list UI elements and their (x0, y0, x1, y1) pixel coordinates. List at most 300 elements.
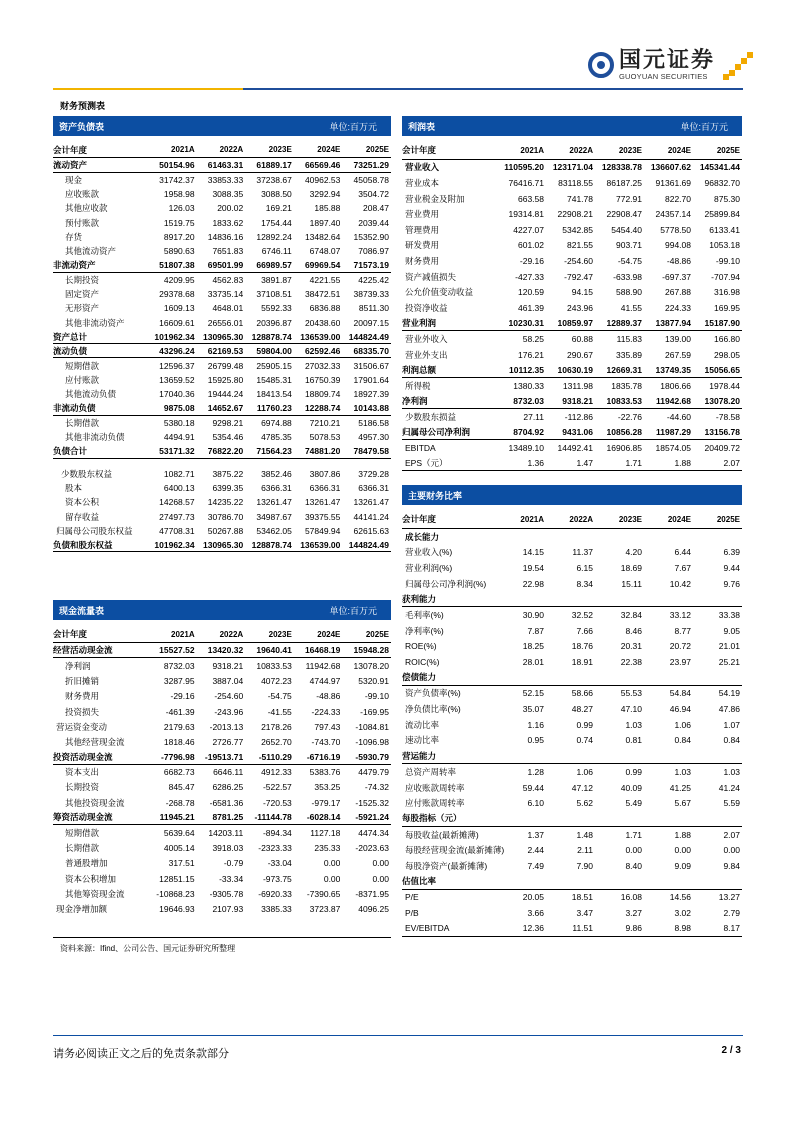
cell-value: 59.44 (522, 782, 544, 793)
row-label: 净利润 (65, 660, 91, 671)
row-label: 财务费用 (405, 255, 440, 266)
cell-value: 10143.88 (353, 402, 389, 413)
cell-value: -697.37 (662, 271, 691, 282)
column-header-label: 会计年度 (402, 514, 437, 525)
row-label: 投资活动现金流 (53, 751, 113, 762)
cell-value: 1519.75 (163, 217, 195, 228)
cell-value: 18.25 (522, 641, 544, 652)
cell-value: 20.31 (620, 641, 642, 652)
cell-value: 50267.88 (207, 525, 244, 536)
cell-value: 136539.00 (300, 539, 341, 550)
table-row (53, 509, 391, 523)
cell-value: 0.95 (527, 735, 544, 746)
balance-sheet-table (53, 116, 391, 552)
table-row (53, 643, 391, 658)
table-row (53, 430, 391, 444)
cell-value: 9431.06 (562, 426, 593, 437)
cell-value: -7796.98 (161, 751, 195, 762)
cell-value: 18413.54 (256, 389, 292, 400)
cell-value: 10112.35 (509, 364, 544, 375)
cell-value: 19444.24 (207, 389, 244, 400)
footer-divider (53, 1035, 743, 1036)
table-row (402, 576, 742, 592)
cell-value: 3807.86 (309, 468, 341, 479)
table-row (402, 591, 742, 607)
cell-value: 2107.93 (212, 903, 244, 914)
cell-value: 6366.31 (309, 482, 341, 493)
cell-value: 166.80 (714, 333, 740, 344)
column-header-year: 2024E (317, 629, 341, 639)
cell-value: 10.42 (669, 578, 691, 589)
table-row (53, 524, 391, 538)
cell-value: 4957.30 (358, 432, 389, 443)
table-row (402, 206, 742, 222)
row-label: 筹资活动现金流 (53, 812, 113, 823)
cell-value: 1127.18 (310, 828, 341, 839)
cell-value: 1.07 (723, 719, 740, 730)
cell-value: 9.05 (723, 625, 740, 636)
table-row (402, 394, 742, 410)
row-label: 获利能力 (402, 593, 437, 604)
table-title: 资产负债表 (59, 121, 105, 132)
column-header-year: 2024E (317, 145, 341, 155)
row-label: 其他非流动负债 (65, 432, 125, 443)
cell-value: 23.97 (669, 657, 691, 668)
cell-value: 16906.85 (606, 443, 642, 454)
cell-value: 26799.48 (207, 360, 244, 371)
table-row (402, 253, 742, 269)
cell-value: 41.24 (718, 782, 740, 793)
row-label: 短期借款 (65, 360, 100, 371)
cell-value: 30786.70 (207, 511, 244, 522)
table-row (53, 401, 391, 415)
cell-value: 7086.97 (358, 246, 389, 257)
cell-value: 8.34 (576, 578, 593, 589)
table-title: 主要财务比率 (408, 490, 463, 501)
table-row (53, 689, 391, 704)
cell-value: 25.21 (718, 657, 740, 668)
cell-value: 5639.64 (163, 828, 195, 839)
cell-value: 1082.71 (163, 468, 195, 479)
cell-value: 7651.83 (212, 246, 244, 257)
cell-value: 290.67 (567, 349, 593, 360)
cell-value: -2023.63 (355, 843, 389, 854)
cell-value: 5.49 (625, 798, 642, 809)
cell-value: 0.00 (723, 845, 740, 856)
logo-mark-icon (588, 52, 614, 78)
table-row (53, 316, 391, 330)
cell-value: 6646.11 (213, 767, 244, 778)
cell-value: -48.86 (666, 255, 691, 266)
table-row (53, 886, 391, 901)
cell-value: 71564.23 (256, 445, 292, 456)
cell-value: -29.16 (170, 691, 195, 702)
cell-value: 120.59 (518, 287, 544, 298)
table-row (402, 639, 742, 655)
cell-value: 9.86 (625, 923, 642, 934)
cell-value: 13489.10 (508, 443, 544, 454)
cell-value: 169.21 (265, 203, 292, 214)
table-row (53, 825, 391, 840)
cell-value: 6400.13 (163, 482, 195, 493)
cell-value: 1.03 (625, 719, 642, 730)
cell-value: -22.76 (617, 411, 642, 422)
row-label: 投资损失 (65, 706, 100, 717)
cell-value: 9.84 (723, 860, 740, 871)
cell-value: 3.66 (527, 908, 544, 919)
row-label: 营运资金变动 (56, 721, 108, 732)
cell-value: 316.98 (714, 287, 740, 298)
row-label: 资产总计 (53, 331, 88, 342)
cell-value: 6.39 (723, 547, 740, 558)
cell-value: 18.91 (571, 657, 593, 668)
cell-value: 69969.54 (304, 260, 341, 271)
cell-value: 28.01 (522, 657, 544, 668)
cell-value: 9318.21 (562, 395, 593, 406)
cell-value: 1311.98 (562, 380, 593, 391)
cell-value: 10833.53 (256, 660, 292, 671)
cell-value: 3504.72 (358, 189, 389, 200)
table-row (53, 444, 391, 458)
cell-value: -243.96 (214, 706, 244, 717)
cell-value: 2652.70 (261, 736, 292, 747)
cell-value: 185.88 (314, 203, 341, 214)
cell-value: 6836.88 (309, 303, 341, 314)
cell-value: 5383.76 (309, 767, 341, 778)
row-label: 营业费用 (405, 209, 440, 220)
row-label: 利润总额 (402, 364, 437, 375)
table-row (402, 269, 742, 285)
row-label: 净利润 (402, 395, 428, 406)
cell-value: 8781.25 (212, 812, 244, 823)
table-row (53, 841, 391, 856)
cell-value: 10833.53 (606, 395, 642, 406)
cell-value: 130965.30 (203, 331, 244, 342)
row-label: 归属母公司股东权益 (56, 525, 133, 536)
row-label: 应收账款 (65, 189, 100, 200)
cell-value: -169.95 (360, 706, 389, 717)
row-label: 归属母公司净利润(%) (405, 578, 487, 589)
cell-value: 54.19 (718, 688, 740, 699)
cell-value: 76822.20 (207, 445, 244, 456)
cell-value: 91361.69 (655, 177, 691, 188)
table-row (402, 921, 742, 937)
row-label: ROIC(%) (405, 657, 440, 668)
column-header-year: 2025E (365, 629, 389, 639)
cell-value: 1.16 (527, 719, 544, 730)
cell-value: 176.21 (518, 349, 544, 360)
cell-value: 5186.58 (358, 417, 389, 428)
cell-value: 44141.24 (353, 511, 389, 522)
cell-value: 86187.25 (606, 177, 642, 188)
cell-value: 8511.30 (358, 303, 389, 314)
cell-value: 12.36 (522, 923, 544, 934)
cell-value: 83118.55 (558, 177, 593, 188)
row-label: 营业收入 (405, 162, 440, 173)
cell-value: 5.67 (674, 798, 691, 809)
cell-value: 5454.40 (611, 224, 642, 235)
cell-value: -99.10 (364, 691, 389, 702)
cell-value: 58.25 (522, 333, 544, 344)
cell-value: 0.84 (674, 735, 691, 746)
cell-value: 62592.46 (304, 345, 341, 356)
row-label: 净利率(%) (405, 625, 444, 636)
cell-value: 875.30 (714, 193, 740, 204)
table-row (402, 222, 742, 238)
row-label: 公允价值变动收益 (405, 287, 474, 298)
cell-value: 27497.73 (159, 511, 195, 522)
row-label: 固定资产 (65, 289, 100, 300)
cell-value: 4648.01 (212, 303, 244, 314)
cell-value: 1897.40 (309, 217, 341, 228)
column-header-year: 2021A (520, 145, 544, 155)
table-row (402, 607, 742, 623)
cell-value: 7.49 (527, 860, 544, 871)
cell-value: 4072.23 (261, 676, 292, 687)
table-row (53, 481, 391, 495)
table-row (53, 387, 391, 401)
row-label: 速动比率 (405, 735, 440, 746)
cell-value: 78479.58 (353, 445, 389, 456)
column-header-year: 2022A (219, 145, 244, 155)
logo-name-cn: 国元证券 (619, 47, 716, 72)
cell-value: 1806.66 (660, 380, 691, 391)
cell-value: 66989.57 (256, 260, 292, 271)
cell-value: 1380.33 (513, 380, 544, 391)
row-label: ROE(%) (405, 641, 437, 652)
cell-value: 2.79 (723, 908, 740, 919)
table-title-bar (402, 485, 742, 505)
cell-value: 25905.15 (256, 360, 292, 371)
cell-value: 1.37 (527, 829, 544, 840)
cell-value: 994.08 (665, 240, 691, 251)
cell-value: 20.72 (669, 641, 691, 652)
cell-value: 235.33 (314, 843, 341, 854)
cell-value: 0.00 (625, 845, 642, 856)
cell-value: 7.90 (576, 860, 593, 871)
row-label: 流动比率 (405, 719, 440, 730)
cell-value: 4227.07 (513, 224, 544, 235)
cell-value: 1.47 (576, 458, 593, 469)
cell-value: 37108.51 (256, 289, 292, 300)
cell-value: 34987.67 (256, 511, 292, 522)
cell-value: 9318.21 (212, 660, 244, 671)
cell-value: 13.27 (718, 892, 740, 903)
cell-value: -1096.98 (355, 736, 389, 747)
cell-value: 31742.37 (159, 174, 195, 185)
cell-value: -743.70 (311, 736, 341, 747)
cell-value: 0.99 (576, 719, 593, 730)
table-row (402, 529, 742, 545)
cell-value: 61889.17 (256, 159, 292, 170)
table-row (53, 416, 391, 430)
cell-value: 9298.21 (212, 417, 244, 428)
row-label: 应付账款周转率 (405, 798, 465, 809)
cell-value: -633.98 (613, 271, 642, 282)
cell-value: 4785.35 (261, 432, 292, 443)
cell-value: 4221.55 (309, 274, 341, 285)
cell-value: 32.84 (620, 609, 642, 620)
cell-value: 903.71 (616, 240, 642, 251)
cell-value: 32.52 (571, 609, 593, 620)
cell-value: 25899.84 (704, 209, 740, 220)
cell-value: 110595.20 (504, 162, 544, 173)
cell-value: 20.05 (522, 892, 544, 903)
cell-value: 4744.97 (309, 676, 341, 687)
cell-value: 1609.13 (163, 303, 195, 314)
cell-value: -78.58 (715, 411, 740, 422)
table-row (402, 733, 742, 749)
cell-value: 14652.67 (207, 402, 244, 413)
cell-value: 3723.87 (309, 903, 341, 914)
column-header-year: 2022A (219, 629, 244, 639)
row-label: 其他应收款 (65, 203, 108, 214)
cell-value: 57849.94 (304, 525, 341, 536)
cell-value: 26556.01 (207, 317, 244, 328)
cell-value: -1084.81 (355, 721, 389, 732)
cell-value: 41.25 (669, 782, 691, 793)
cell-value: 663.58 (518, 193, 544, 204)
cell-value: 15187.90 (704, 317, 740, 328)
cell-value: -720.53 (262, 797, 292, 808)
table-row (402, 440, 742, 456)
cell-value: 128878.74 (251, 331, 292, 342)
cell-value: 208.47 (362, 203, 389, 214)
cell-value: 74881.20 (304, 445, 341, 456)
cell-value: 14.56 (669, 892, 691, 903)
cell-value: 16750.39 (304, 374, 341, 385)
cell-value: 3.02 (674, 908, 691, 919)
cell-value: 1.03 (723, 766, 740, 777)
table-row (53, 810, 391, 825)
cell-value: 33.12 (669, 609, 691, 620)
cell-value: 10856.28 (606, 426, 642, 437)
row-label: 营业税金及附加 (405, 193, 465, 204)
table-row (53, 373, 391, 387)
column-header-year: 2024E (667, 145, 691, 155)
cell-value: 5.62 (576, 798, 593, 809)
row-label: 经营活动现金流 (53, 645, 113, 656)
row-label: 其他流动资产 (65, 246, 117, 257)
table-title-bar (402, 116, 742, 136)
header-divider (53, 88, 743, 90)
cell-value: 335.89 (616, 349, 642, 360)
cell-value: 2178.26 (261, 721, 292, 732)
cell-value: -707.94 (711, 271, 740, 282)
cell-value: 11.51 (572, 923, 593, 934)
cell-value: -973.75 (262, 873, 292, 884)
column-header-year: 2021A (520, 514, 544, 524)
cell-value: 15948.28 (353, 645, 389, 656)
cell-value: 5890.63 (163, 246, 195, 257)
row-label: 长期借款 (65, 417, 100, 428)
cell-value: 13420.32 (207, 645, 244, 656)
cell-value: 73251.29 (353, 159, 389, 170)
cell-value: 169.95 (714, 302, 740, 313)
cell-value: 38739.33 (353, 289, 389, 300)
cell-value: 821.55 (567, 240, 593, 251)
cell-value: -5921.24 (355, 812, 389, 823)
cell-value: 8.77 (674, 625, 691, 636)
table-row (402, 238, 742, 254)
cell-value: 19.54 (522, 562, 544, 573)
cell-value: 62615.63 (353, 525, 389, 536)
cell-value: 53462.05 (256, 525, 292, 536)
column-header-year: 2022A (569, 145, 593, 155)
table-row (402, 316, 742, 332)
cell-value: 6286.25 (212, 782, 244, 793)
row-label: 研发费用 (405, 240, 440, 251)
cell-value: 128338.78 (601, 162, 642, 173)
cell-value: 123171.04 (552, 162, 593, 173)
cell-value: 47.10 (620, 704, 642, 715)
cell-value: 15527.52 (159, 645, 195, 656)
cell-value: 14492.41 (557, 443, 593, 454)
cell-value: 3.47 (576, 908, 593, 919)
table-row (53, 658, 391, 673)
cell-value: 10230.31 (508, 317, 544, 328)
cell-value: 6366.31 (358, 482, 389, 493)
table-row (402, 670, 742, 686)
cell-value: 20438.60 (304, 317, 341, 328)
cell-value: 136539.00 (300, 331, 341, 342)
unit-label: 单位:百万元 (329, 605, 377, 616)
row-label: 所得税 (405, 380, 431, 391)
cell-value: -6716.19 (306, 751, 341, 762)
cell-value: 7.66 (576, 625, 593, 636)
cell-value: 27032.33 (304, 360, 341, 371)
cell-value: 94.15 (571, 287, 593, 298)
cell-value: -461.39 (165, 706, 195, 717)
table-row (402, 175, 742, 191)
column-header-year: 2023E (268, 629, 292, 639)
cell-value: 5320.91 (358, 676, 389, 687)
cell-value: 10859.97 (557, 317, 593, 328)
row-label: 资本公积增加 (65, 873, 117, 884)
table-header-row (53, 626, 391, 643)
cell-value: 2179.63 (163, 721, 195, 732)
cell-value: 5.59 (723, 798, 740, 809)
cell-value: 8.98 (674, 923, 691, 934)
cell-value: -10868.23 (156, 888, 195, 899)
row-label: 无形资产 (65, 303, 100, 314)
table-row (53, 495, 391, 509)
cell-value: 46.94 (669, 704, 691, 715)
cell-value: 6.10 (527, 798, 544, 809)
cell-value: 0.99 (625, 766, 642, 777)
row-label: 营业外收入 (405, 333, 448, 344)
cell-value: 6133.41 (709, 224, 740, 235)
row-label: 负债和股东权益 (53, 539, 113, 550)
row-label: 成长能力 (405, 531, 440, 542)
table-row (53, 780, 391, 795)
table-row (402, 654, 742, 670)
cell-value: 13261.47 (256, 497, 292, 508)
unit-label: 单位:百万元 (680, 121, 728, 132)
cell-value: 3918.03 (212, 843, 244, 854)
cell-value: 18.51 (571, 892, 593, 903)
table-row (402, 890, 742, 906)
cell-value: 13877.94 (655, 317, 691, 328)
cell-value: 53171.32 (159, 445, 195, 456)
cell-value: 2.07 (723, 829, 740, 840)
cell-value: 6.15 (576, 562, 593, 573)
cell-value: 21.01 (718, 641, 740, 652)
table-row (53, 467, 391, 481)
table-row (402, 686, 742, 702)
cell-value: 8.46 (625, 625, 642, 636)
table-row (53, 734, 391, 749)
